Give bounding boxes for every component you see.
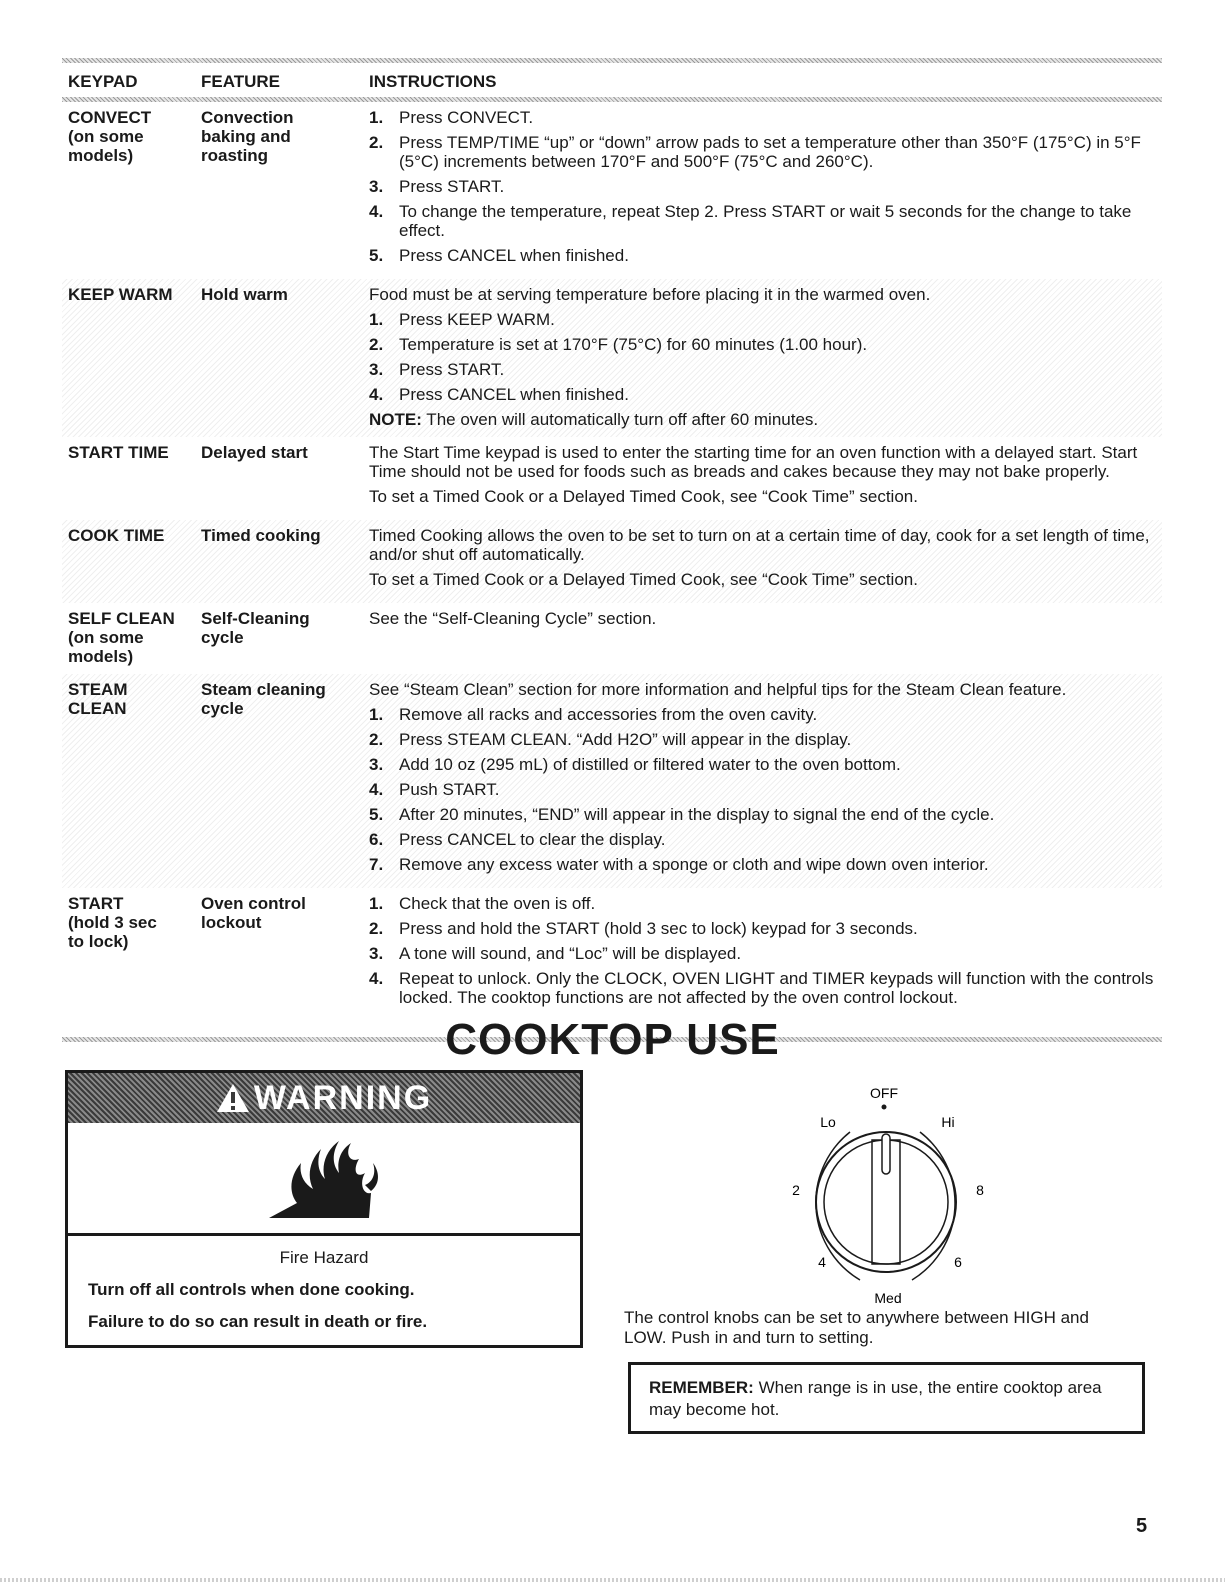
step-text: A tone will sound, and “Loc” will be displayed. <box>399 944 742 963</box>
keypad-table <box>62 58 1162 1042</box>
knob-label-4: 4 <box>818 1254 826 1270</box>
step-text: Press CANCEL to clear the display. <box>399 830 666 849</box>
feature-name: Convection baking and roasting <box>201 108 294 165</box>
table-header <box>62 63 1162 97</box>
step-number: 4. <box>369 969 384 988</box>
step-text: Press CANCEL when finished. <box>399 385 629 404</box>
step <box>369 202 1162 240</box>
step <box>369 730 1162 749</box>
keypad-name: SELF CLEAN (on some models) <box>68 609 175 666</box>
step <box>369 830 1162 849</box>
step <box>369 944 1162 963</box>
knob-label-8: 8 <box>976 1182 984 1198</box>
page-number: 5 <box>1136 1515 1148 1537</box>
knob-label-hi: Hi <box>941 1114 955 1130</box>
step-text: Press TEMP/TIME “up” or “down” arrow pads to set a temperature other than 350°F (175°C) in 5°F (5°C) increments between 170°F and 500°F (75°C and 260°C). <box>399 133 1141 171</box>
intro-text: Food must be at serving temperature before placing it in the warmed oven. <box>369 285 931 304</box>
control-knob-diagram <box>780 1080 1000 1310</box>
step-text: To change the temperature, repeat Step 2. Press START or wait 5 seconds for the change to take effect. <box>399 202 1132 240</box>
step <box>369 919 1162 938</box>
table-row <box>62 888 1162 1021</box>
step-number: 3. <box>369 177 384 196</box>
step-number: 4. <box>369 780 384 799</box>
feature-name: Hold warm <box>201 285 288 304</box>
step-number: 3. <box>369 755 384 774</box>
step-number: 4. <box>369 202 384 221</box>
remember-label: REMEMBER: <box>649 1378 754 1397</box>
header-feature: FEATURE <box>201 72 281 91</box>
knob-label-off: OFF <box>870 1085 898 1101</box>
step-number: 1. <box>369 108 384 127</box>
feature-name: Delayed start <box>201 443 308 462</box>
step-text: Press and hold the START (hold 3 sec to lock) keypad for 3 seconds. <box>399 919 918 938</box>
instructions <box>369 526 1162 595</box>
fire-icon <box>259 1133 389 1223</box>
step-number: 4. <box>369 385 384 404</box>
step <box>369 360 1162 379</box>
feature-name: Steam cleaning cycle <box>201 680 326 718</box>
step-number: 2. <box>369 730 384 749</box>
step-text: Press STEAM CLEAN. “Add H2O” will appear in the display. <box>399 730 852 749</box>
step-text: Temperature is set at 170°F (75°C) for 60 minutes (1.00 hour). <box>399 335 868 354</box>
warning-title: WARNING <box>253 1078 433 1117</box>
keypad-name: COOK TIME <box>68 526 165 545</box>
instruction-paragraph: Timed Cooking allows the oven to be set to turn on at a certain time of day, cook for a set length of time, and/or shut off automatically. <box>369 526 1150 564</box>
step-number: 3. <box>369 360 384 379</box>
step <box>369 855 1162 874</box>
step-number: 5. <box>369 246 384 265</box>
table-row <box>62 437 1162 520</box>
step-text: Press CANCEL when finished. <box>399 246 629 265</box>
keypad-name: START (hold 3 sec to lock) <box>68 894 157 951</box>
warning-line: Turn off all controls when done cooking. <box>88 1280 415 1299</box>
step-number: 1. <box>369 310 384 329</box>
table-row <box>62 279 1162 437</box>
knob-off-dot <box>882 1105 887 1110</box>
instructions <box>369 285 1162 429</box>
table-row <box>62 603 1162 674</box>
instructions <box>369 609 1162 666</box>
instruction-paragraph: To set a Timed Cook or a Delayed Timed Cook, see “Cook Time” section. <box>369 570 918 589</box>
step-text: Push START. <box>399 780 500 799</box>
table-row <box>62 674 1162 888</box>
step-number: 5. <box>369 805 384 824</box>
step <box>369 780 1162 799</box>
warning-header <box>68 1073 580 1123</box>
step-number: 7. <box>369 855 384 874</box>
step <box>369 705 1162 724</box>
step-text: Repeat to unlock. Only the CLOCK, OVEN LIGHT and TIMER keypads will function with the controls locked. The cooktop functions are not affected by the oven control lockout. <box>399 969 1154 1007</box>
keypad-name: KEEP WARM <box>68 285 173 304</box>
step-text: Check that the oven is off. <box>399 894 596 913</box>
step-number: 1. <box>369 705 384 724</box>
header-instructions: INSTRUCTIONS <box>369 72 497 91</box>
feature-name: Oven control lockout <box>201 894 306 932</box>
instructions <box>369 443 1162 512</box>
step-text: Remove all racks and accessories from the oven cavity. <box>399 705 818 724</box>
step <box>369 969 1162 1007</box>
step <box>369 805 1162 824</box>
knob-caption: The control knobs can be set to anywhere between HIGH and LOW. Push in and turn to setting. <box>624 1308 1089 1347</box>
warning-triangle-icon <box>216 1083 250 1113</box>
knob-pointer <box>882 1134 890 1174</box>
step <box>369 310 1162 329</box>
step-number: 1. <box>369 894 384 913</box>
feature-name: Self-Cleaning cycle <box>201 609 310 647</box>
remember-box <box>628 1362 1145 1434</box>
step-text: After 20 minutes, “END” will appear in the display to signal the end of the cycle. <box>399 805 995 824</box>
note <box>369 410 1162 429</box>
step <box>369 335 1162 354</box>
step <box>369 755 1162 774</box>
instruction-paragraph: See the “Self-Cleaning Cycle” section. <box>369 609 657 628</box>
remember-text: When range is in use, the entire cooktop area may become hot. <box>649 1378 1102 1419</box>
step-number: 2. <box>369 133 384 152</box>
step <box>369 177 1162 196</box>
step-text: Remove any excess water with a sponge or cloth and wipe down oven interior. <box>399 855 989 874</box>
step-number: 3. <box>369 944 384 963</box>
step-text: Press KEEP WARM. <box>399 310 555 329</box>
table-row <box>62 520 1162 603</box>
step-number: 6. <box>369 830 384 849</box>
keypad-name: START TIME <box>68 443 169 462</box>
knob-label-lo: Lo <box>820 1114 836 1130</box>
note-label: NOTE: <box>369 410 422 429</box>
step <box>369 385 1162 404</box>
step-text: Press START. <box>399 360 505 379</box>
note-text: The oven will automatically turn off after 60 minutes. <box>421 410 819 429</box>
instructions <box>369 894 1162 1013</box>
instruction-paragraph: To set a Timed Cook or a Delayed Timed Cook, see “Cook Time” section. <box>369 487 918 506</box>
table-row <box>62 102 1162 279</box>
step-number: 2. <box>369 919 384 938</box>
knob-label-2: 2 <box>792 1182 800 1198</box>
instruction-paragraph: The Start Time keypad is used to enter the starting time for an oven function with a delayed start. Start Time should not be used for foods such as breads and cakes because they may not bake properly. <box>369 443 1138 481</box>
instructions <box>369 108 1162 271</box>
fire-pictogram <box>68 1123 580 1236</box>
knob-label-6: 6 <box>954 1254 962 1270</box>
header-keypad: KEYPAD <box>68 72 138 91</box>
warning-box <box>65 1070 583 1348</box>
step <box>369 894 1162 913</box>
hazard-label: Fire Hazard <box>279 1248 369 1267</box>
step-text: Press START. <box>399 177 505 196</box>
step <box>369 246 1162 265</box>
section-title: COOKTOP USE <box>445 1015 780 1064</box>
step <box>369 133 1162 171</box>
step <box>369 108 1162 127</box>
keypad-name: CONVECT (on some models) <box>68 108 152 165</box>
step-text: Press CONVECT. <box>399 108 534 127</box>
feature-name: Timed cooking <box>201 526 321 545</box>
warning-line: Failure to do so can result in death or fire. <box>88 1312 428 1331</box>
keypad-name: STEAM CLEAN <box>68 680 128 718</box>
step-number: 2. <box>369 335 384 354</box>
step-text: Add 10 oz (295 mL) of distilled or filtered water to the oven bottom. <box>399 755 901 774</box>
knob-label-med: Med <box>874 1290 902 1306</box>
instructions <box>369 680 1162 880</box>
page-bottom-rule <box>0 1578 1225 1582</box>
intro-text: See “Steam Clean” section for more information and helpful tips for the Steam Clean feature. <box>369 680 1067 699</box>
